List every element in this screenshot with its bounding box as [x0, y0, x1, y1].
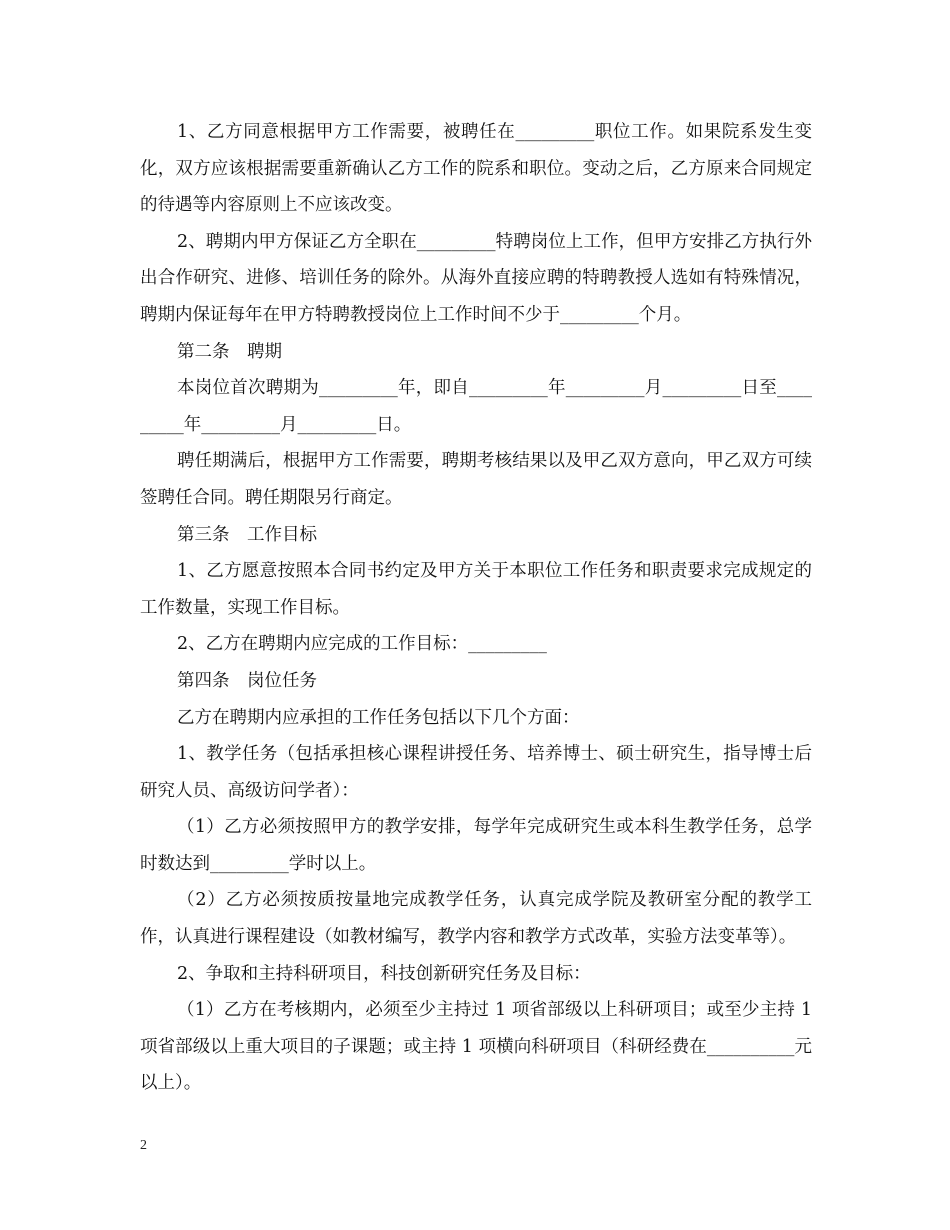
paragraph-1: 1、乙方同意根据甲方工作需要，被聘任在_________职位工作。如果院系发生变化，双方应该根据需要重新确认乙方工作的院系和职位。变动之后，乙方原来合同规定的待遇等内容原则上不应该改变。	[140, 122, 812, 216]
paragraph-teaching-1: （1）乙方必须按照甲方的教学安排，每学年完成研究生或本科生教学任务，总学时数达到_________学时以上。	[140, 817, 812, 874]
paragraph-term: 本岗位首次聘期为_________年，即自_________年_________月_________日至_________年_________月_________日。	[140, 378, 812, 435]
section-heading-3: 第三条 工作目标	[177, 524, 317, 545]
section-heading-4: 第四条 岗位任务	[177, 670, 317, 691]
paragraph-goal-1: 1、乙方愿意按照本合同书约定及甲方关于本职位工作任务和职责要求完成规定的工作数量，实现工作目标。	[140, 561, 812, 618]
page-number: 2	[140, 1138, 147, 1153]
paragraph-teaching: 1、教学任务（包括承担核心课程讲授任务、培养博士、硕士研究生，指导博士后研究人员、高级访问学者）：	[140, 744, 812, 801]
paragraph-tasks-intro: 乙方在聘期内应承担的工作任务包括以下几个方面：	[177, 707, 580, 728]
section-heading-2: 第二条 聘期	[177, 341, 282, 362]
paragraph-research: 2、争取和主持科研项目，科技创新研究任务及目标：	[177, 963, 591, 984]
contract-body	[140, 114, 812, 1102]
paragraph-goal-2: 2、乙方在聘期内应完成的工作目标：_________	[177, 634, 547, 655]
paragraph-renewal: 聘任期满后，根据甲方工作需要，聘期考核结果以及甲乙双方意向，甲乙双方可续签聘任合同。聘任期限另行商定。	[140, 451, 812, 508]
paragraph-teaching-2: （2）乙方必须按质按量地完成教学任务，认真完成学院及教研室分配的教学工作，认真进行课程建设（如教材编写，教学内容和教学方式改革，实验方法变革等）。	[140, 890, 812, 948]
paragraph-2: 2、聘期内甲方保证乙方全职在_________特聘岗位上工作，但甲方安排乙方执行外出合作研究、进修、培训任务的除外。从海外直接应聘的特聘教授人选如有特殊情况，聘期内保证每年在甲方特聘教授岗位上工作时间不少于_________个月。	[140, 231, 812, 325]
paragraph-research-1: （1）乙方在考核期内，必须至少主持过 1 项省部级以上科研项目；或至少主持 1 项省部级以上重大项目的子课题；或主持 1 项横向科研项目（科研经费在__________元以上）。	[140, 1000, 812, 1094]
